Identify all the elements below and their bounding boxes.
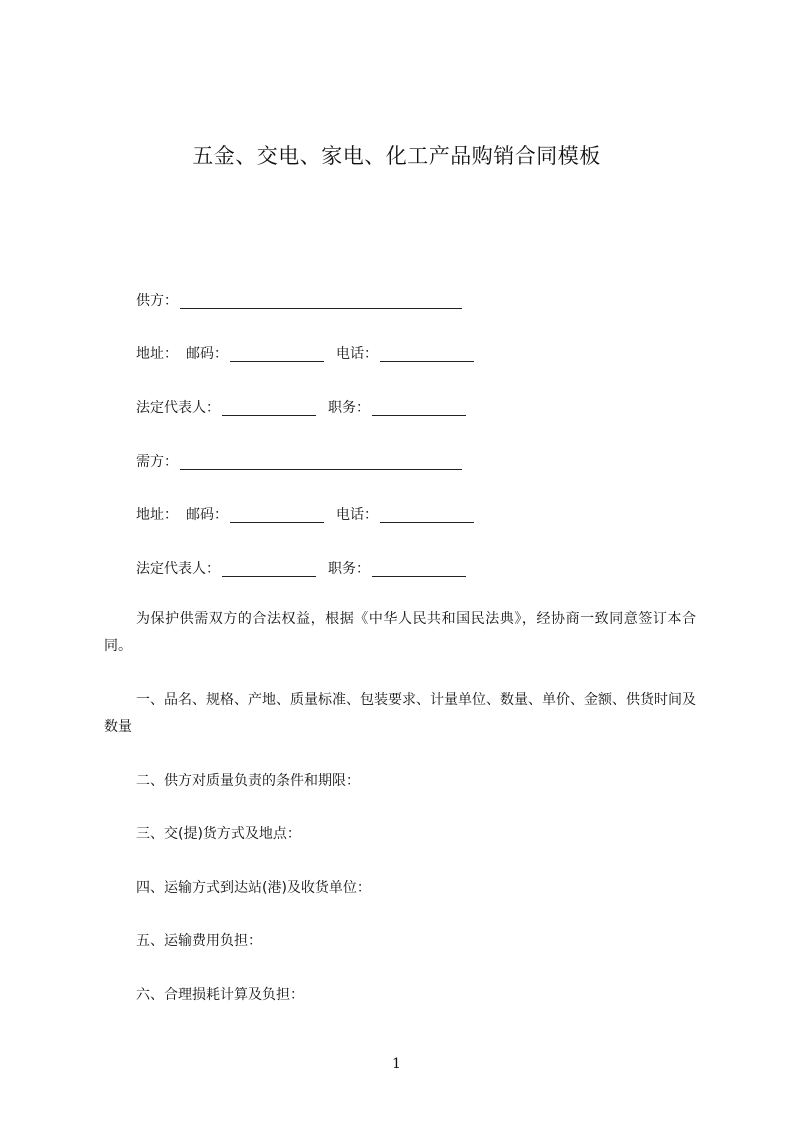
buyer-rep-blank[interactable] bbox=[222, 561, 316, 577]
clause-1: 一、品名、规格、产地、质量标准、包装要求、计量单位、数量、单价、金额、供货时间及数量 bbox=[104, 692, 696, 735]
buyer-label: 需方： bbox=[136, 454, 178, 470]
buyer-contact-line bbox=[136, 505, 478, 525]
buyer-phone-label: 电话： bbox=[336, 507, 378, 523]
supplier-contact-line bbox=[136, 344, 478, 364]
page-number: 1 bbox=[392, 1056, 401, 1072]
clause-4: 四、运输方式到达站(港)及收货单位： bbox=[136, 880, 371, 896]
supplier-postcode-label: 邮码： bbox=[186, 346, 228, 362]
supplier-rep-line bbox=[136, 398, 470, 418]
buyer-postcode-blank[interactable] bbox=[230, 507, 324, 523]
supplier-label: 供方： bbox=[136, 293, 178, 309]
preamble-paragraph: 为保护供需双方的合法权益，根据《中华人民共和国民法典》，经协商一致同意签订本合同。 bbox=[104, 611, 696, 654]
supplier-address-label: 地址： bbox=[136, 346, 178, 362]
buyer-name-blank[interactable] bbox=[180, 454, 462, 470]
supplier-rep-label: 法定代表人： bbox=[136, 400, 220, 416]
document-title: 五金、交电、家电、化工产品购销合同模板 bbox=[192, 144, 601, 168]
supplier-phone-label: 电话： bbox=[336, 346, 378, 362]
buyer-address-label: 地址： bbox=[136, 507, 178, 523]
supplier-rep-blank[interactable] bbox=[222, 400, 316, 416]
supplier-position-blank[interactable] bbox=[372, 400, 466, 416]
clause-5: 五、运输费用负担： bbox=[136, 933, 262, 949]
buyer-phone-blank[interactable] bbox=[380, 507, 474, 523]
buyer-position-label: 职务： bbox=[328, 561, 370, 577]
buyer-rep-label: 法定代表人： bbox=[136, 561, 220, 577]
supplier-position-label: 职务： bbox=[328, 400, 370, 416]
supplier-name-blank[interactable] bbox=[180, 293, 462, 309]
supplier-name-line bbox=[136, 291, 466, 311]
supplier-phone-blank[interactable] bbox=[380, 346, 474, 362]
clause-3: 三、交(提)货方式及地点： bbox=[136, 826, 301, 842]
buyer-position-blank[interactable] bbox=[372, 561, 466, 577]
supplier-postcode-blank[interactable] bbox=[230, 346, 324, 362]
clause-2: 二、供方对质量负责的条件和期限： bbox=[136, 773, 360, 789]
buyer-name-line bbox=[136, 452, 466, 472]
buyer-postcode-label: 邮码： bbox=[186, 507, 228, 523]
buyer-rep-line bbox=[136, 559, 470, 579]
clause-6: 六、合理损耗计算及负担： bbox=[136, 987, 304, 1003]
